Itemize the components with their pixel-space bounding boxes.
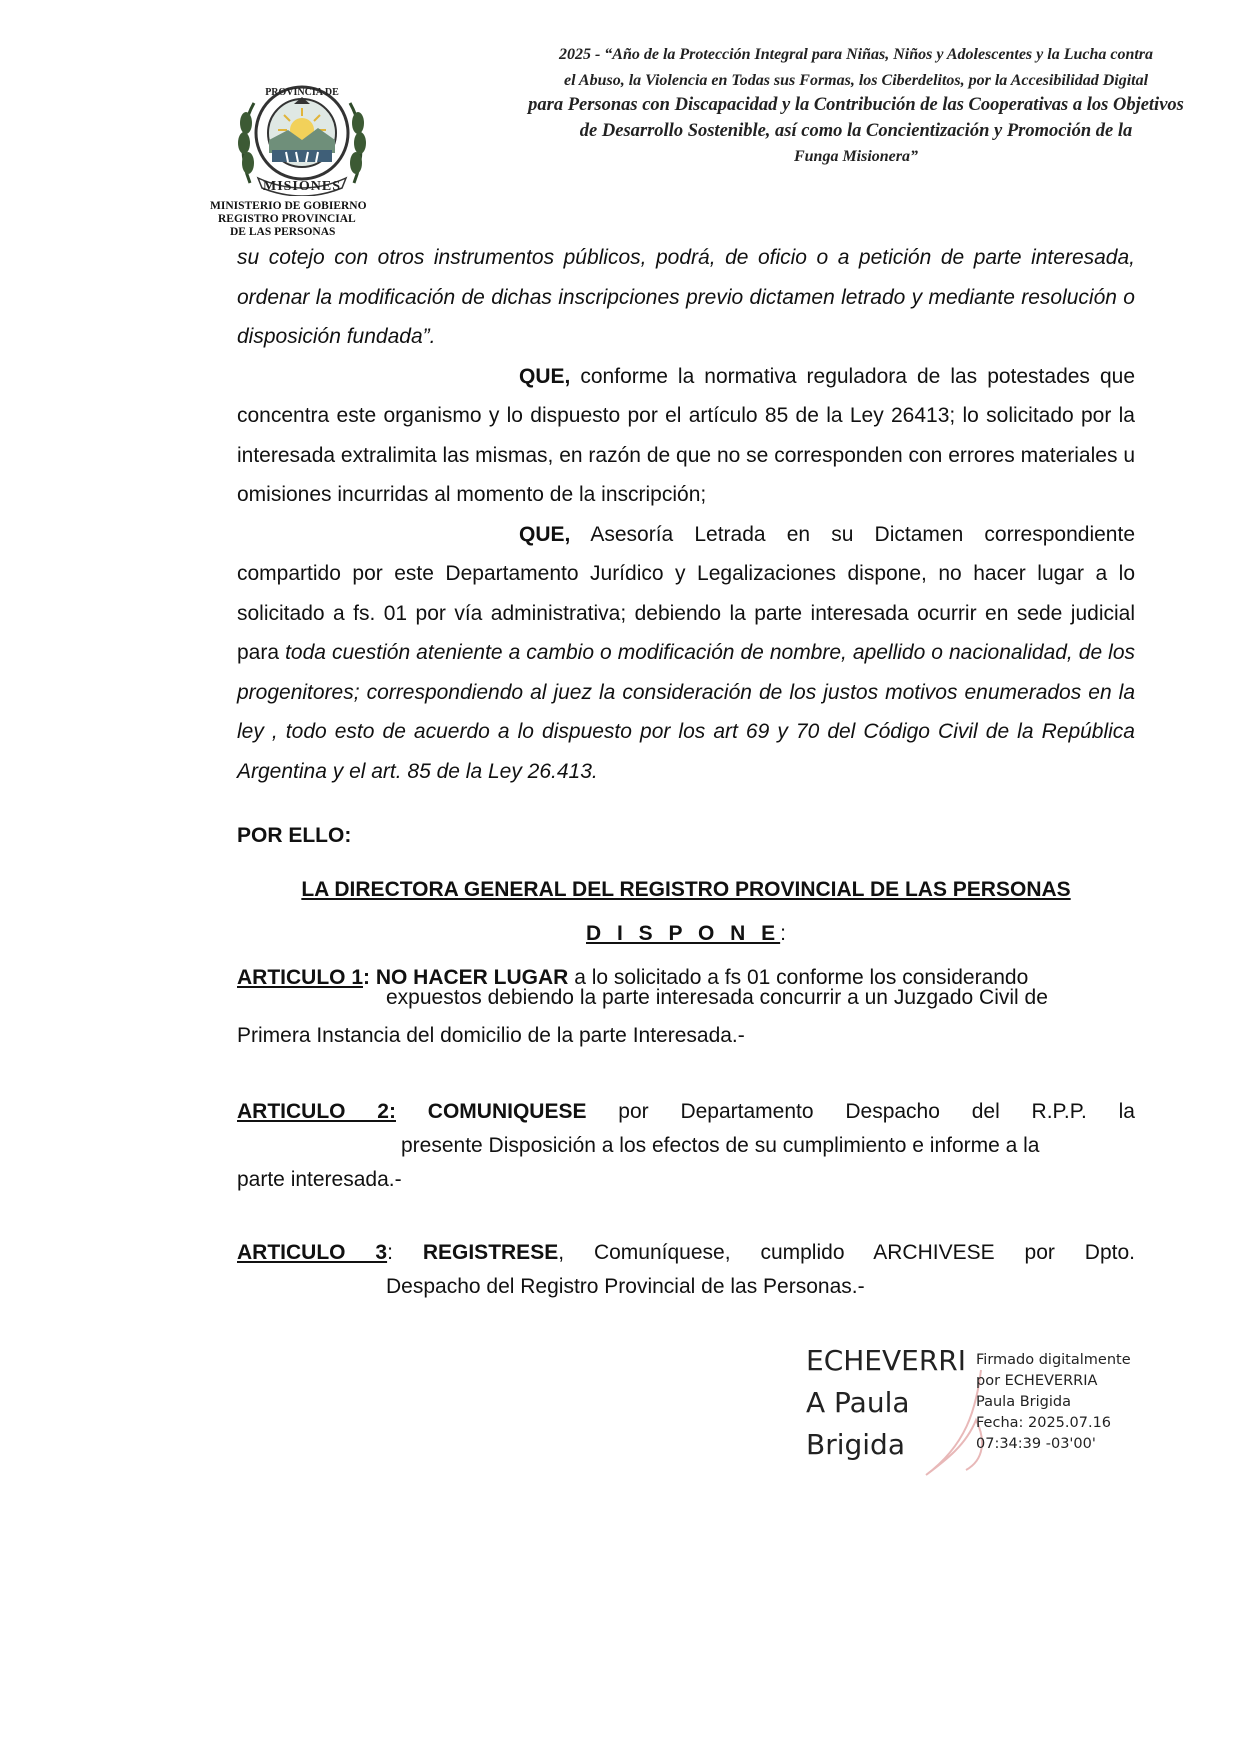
que-label: QUE, [519,364,571,388]
article-3-line-1 [237,1241,1135,1265]
article-1-label: ARTICULO 1 [237,966,363,989]
article-3 [237,1241,1157,1299]
dispone-heading [237,922,1135,946]
signer-name-line: ECHEVERRI [806,1344,967,1377]
ministry-line: REGISTRO PROVINCIAL [218,213,356,225]
paragraph-text: Asesoría Letrada en su Dictamen correspondiente compartido por este Departamento Jurídico y Legalizaciones dispone, no hacer lugar a lo solicitado a fs. 01 por vía administrativa; debiendo la parte interesada ocurrir en sede judicial para [237,522,1135,664]
article-2-text: por Departamento Despacho del R.P.P. la [618,1100,1135,1123]
paragraph-que-1 [237,357,1135,515]
por-ello-heading: POR ELLO: [237,824,352,847]
director-heading: LA DIRECTORA GENERAL DEL REGISTRO PROVINCIAL DE LAS PERSONAS [301,878,1071,901]
signer-name-line: Brigida [806,1428,905,1461]
article-1-bold: NO HACER LUGAR [375,966,569,989]
paragraph-italic-text: toda cuestión ateniente a cambio o modificación de nombre, apellido o nacionalidad, de los progenitores; correspondiendo al juez la consideración de los justos motivos enumerados en la ley , todo esto de acuerdo a lo dispuesto por los art 69 y 70 del Código Civil de la República Argentina y el art. 85 de la Ley 26.413. [237,641,1135,783]
article-2 [237,1100,1157,1192]
ministry-line: MINISTERIO DE GOBIERNO [210,200,367,212]
article-1-line-2: expuestos debiendo la parte interesada concurrir a un Juzgado Civil de [386,986,1048,1009]
paragraph-que-2 [237,515,1135,792]
dispone-colon: : [780,922,786,945]
motto-line: 2025 - “Año de la Protección Integral para Niñas, Niños y Adolescentes y la Lucha contra [558,46,1154,63]
province-seal-logo [232,78,372,196]
signature-detail-line: por ECHEVERRIA [976,1373,1098,1389]
seal-text-top: PROVINCIA DE [265,87,339,98]
article-1-colon: : [363,966,370,989]
article-1 [237,966,1157,1048]
paragraph-text: conforme la normativa reguladora de las potestades que concentra este organismo y lo dispuesto por el artículo 85 de la Ley 26413; lo solicitado por la interesada extralimita las mismas, en razón de que no se corresponden con errores materiales u omisiones incurridas al momento de la inscripción; [237,364,1135,506]
article-2-bold: COMUNIQUESE [427,1100,587,1123]
digital-signature [806,1340,1206,1480]
motto-line: Funga Misionera” [793,148,919,165]
que-label: QUE, [519,522,571,546]
ministry-block [200,200,400,239]
paragraph-quote: su cotejo con otros instrumentos públicos, podrá, de oficio o a petición de parte interesada, ordenar la modificación de dichas inscripciones previo dictamen letrado y mediante resolución o disposición fundada”. [237,246,1135,348]
signer-name [806,1340,966,1466]
article-2-line-2: presente Disposición a los efectos de su cumplimiento e informe a la [401,1134,1040,1157]
motto-line: de Desarrollo Sostenible, así como la Concientización y Promoción de la [579,120,1133,141]
article-3-bold: REGISTRESE [422,1241,559,1264]
document-body [237,238,1135,791]
article-3-text: , Comuníquese, cumplido ARCHIVESE por Dpto. [558,1241,1135,1264]
article-1-text: a lo solicitado a fs 01 conforme los considerando [574,966,1029,989]
article-3-line-2: Despacho del Registro Provincial de las Personas.- [386,1275,865,1298]
signature-details [976,1350,1131,1455]
signature-detail-line: Paula Brigida [976,1394,1071,1410]
motto-line: el Abuso, la Violencia en Todas sus Formas, los Ciberdelitos, por la Accesibilidad Digital [563,71,1149,89]
article-3-label: ARTICULO 3 [237,1241,388,1264]
signature-detail-line: Fecha: 2025.07.16 [976,1415,1112,1431]
signature-detail-line: Firmado digitalmente [976,1352,1131,1368]
header-motto [496,42,1216,170]
article-3-colon: : [387,1241,393,1264]
article-1-line-3: Primera Instancia del domicilio de la parte Interesada.- [237,1024,745,1047]
motto-line: para Personas con Discapacidad y la Contribución de las Cooperativas a los Objetivos [528,95,1184,115]
seal-text-bottom: MISIONES [262,179,342,194]
article-2-line-1 [237,1100,1135,1124]
dispone-word: D I S P O N E [586,922,781,945]
signature-detail-line: 07:34:39 -03'00' [976,1436,1096,1452]
article-2-line-3: parte interesada.- [237,1168,402,1191]
signer-name-line: A Paula [806,1386,910,1419]
ministry-line: DE LAS PERSONAS [230,226,336,238]
article-2-label: ARTICULO 2: [237,1100,396,1123]
